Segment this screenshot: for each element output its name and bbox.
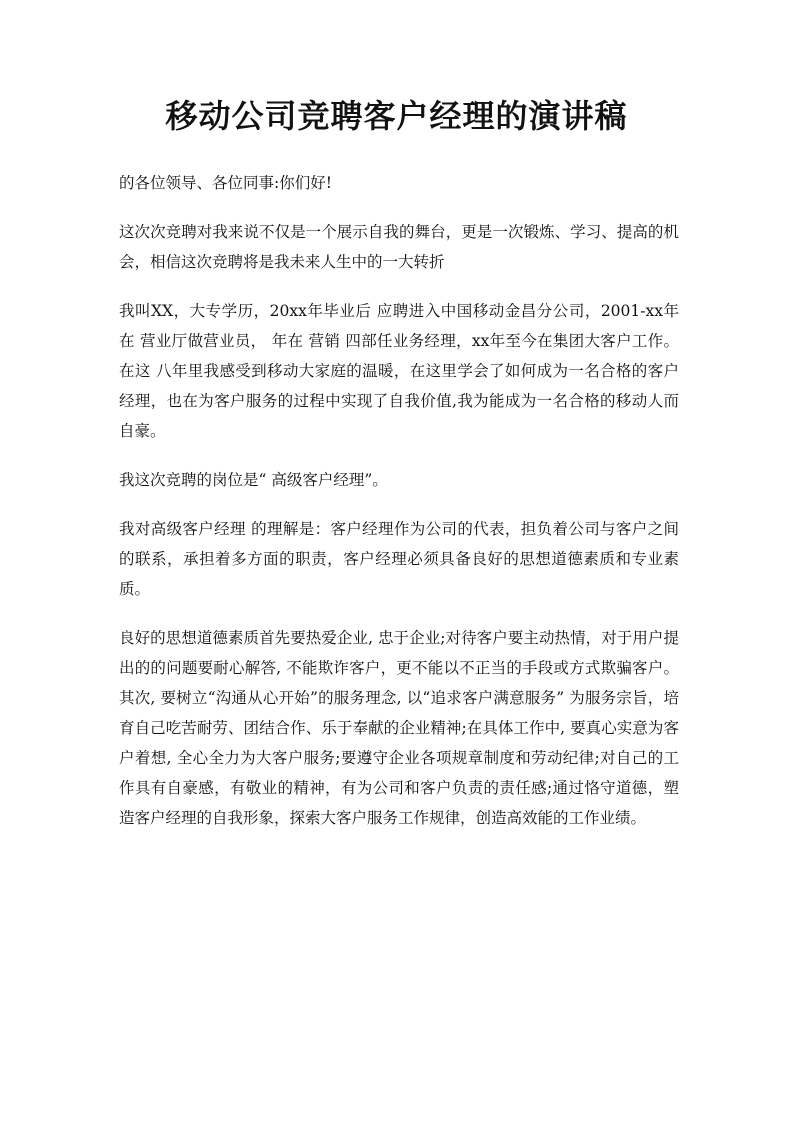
position-paragraph: 我这次竞聘的岗位是“ 高级客户经理”。 xyxy=(119,471,388,489)
ethics-paragraph: 良好的思想道德素质首先要热爱企业, 忠于企业;对待客户要主动热情，对于用户提出的的问题要耐心解答, 不能欺诈客户，更不能以不正当的手段或方式欺骗客户。其次, 要树立“沟通从心开始”的服务理念, 以“追求客户满意服务” 为服务宗旨，培育自己吃苦耐劳、团结合作、乐于奉献的企业精神;在具体工作中, 要真心实意为客户着想, 全心全力为大客户服务;要遵守企业各项规章制度和劳动纪律;对自己的工作具有自豪感，有敬业的精神，有为公司和客户负责的责任感;通过恪守道德，塑造客户经理的自我形象，探索大客户服务工作规律，创造高效能的工作业绩。 xyxy=(119,629,679,827)
greeting-paragraph: 的各位领导、各位同事:你们好! xyxy=(119,174,332,192)
document-title: 移动公司竞聘客户经理的演讲稿 xyxy=(165,97,628,135)
document-body xyxy=(119,168,679,852)
intro-paragraph: 这次次竞聘对我来说不仅是一个展示自我的舞台，更是一次锻炼、学习、提高的机会，相信这次竞聘将是我未来人生中的一大转折 xyxy=(119,223,679,271)
understanding-paragraph: 我对高级客户经理 的理解是：客户经理作为公司的代表，担负着公司与客户之间的联系，承担着多方面的职责，客户经理必须具备良好的思想道德素质和专业素质。 xyxy=(119,520,679,598)
background-paragraph: 我叫XX，大专学历，20xx年毕业后 应聘进入中国移动金昌分公司，2001-xx年在 营业厅做营业员， 年在 营销 四部任业务经理，xx年至今在集团大客户工作。在这 八年里我感受到移动大家庭的温暖，在这里学会了如何成为一名合格的客户经理，也在为客户服务的过程中实现了自我价值,我为能成为一名合格的移动人而自豪。 xyxy=(119,302,679,440)
